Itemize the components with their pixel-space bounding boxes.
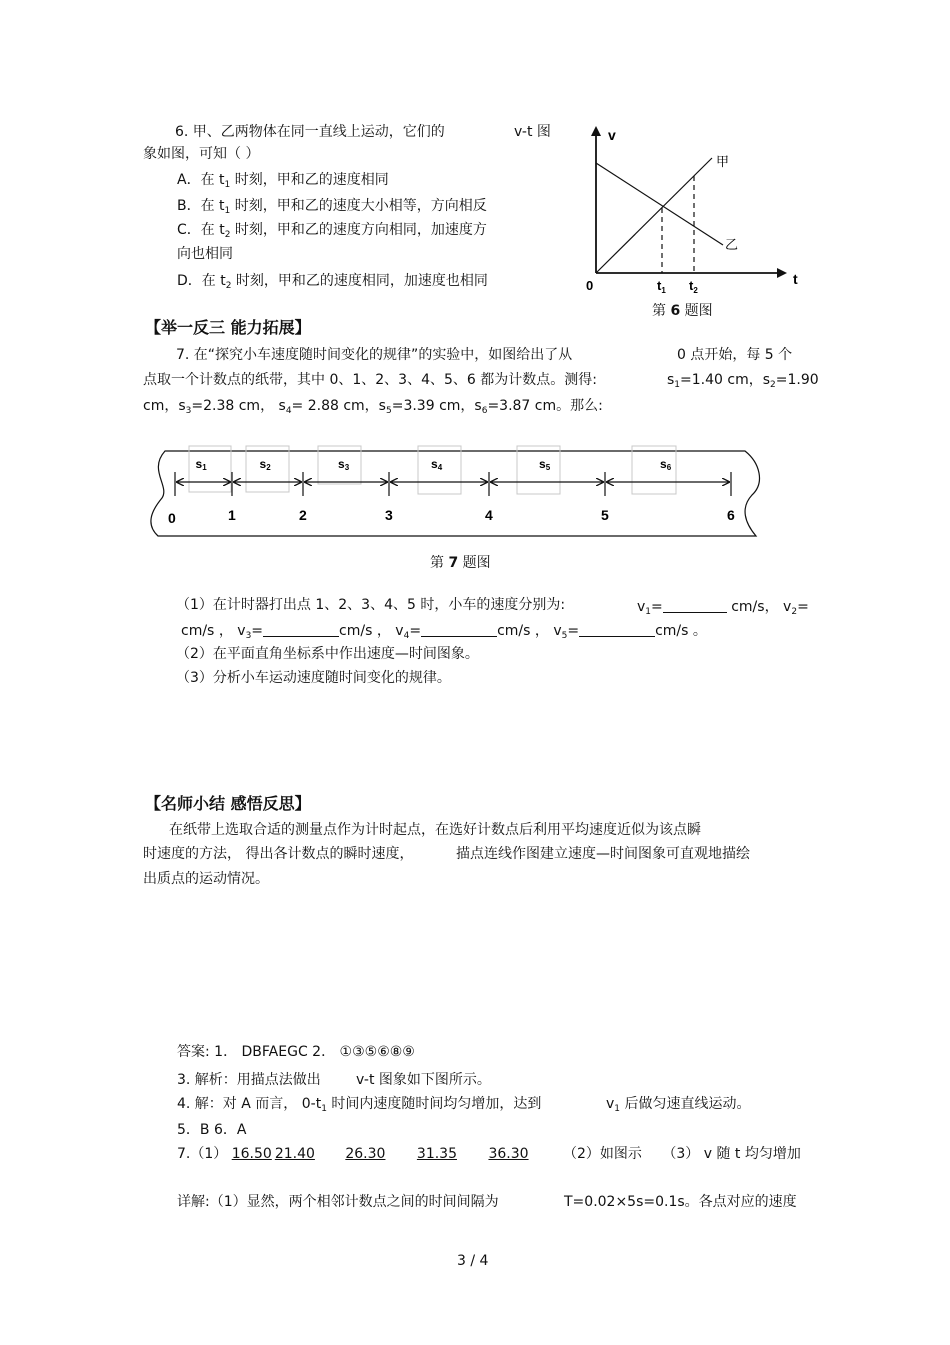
q6-option-b: B．在 $t_1$ 时刻，甲和乙的速度大小相等，方向相反 — [177, 198, 487, 216]
answer-v1: 16.50 — [231, 1146, 272, 1162]
yi-label: 乙 — [725, 237, 739, 252]
q7-v1-field: $v_1= cm/s$， $v_2=$ — [637, 599, 809, 617]
answer-v3: 26.30 — [345, 1146, 386, 1162]
answer-7: 7.（1） 16.50 21.40 26.30 31.35 36.30 （2）如图示 （3） v 随 t 均匀增加 — [177, 1146, 801, 1162]
q7-stem-line1: 7. 在“探究小车速度随时间变化的规律”的实验中，如图给出了从 — [176, 347, 573, 363]
page-number: 3 / 4 — [457, 1253, 489, 1269]
segment-label-s3: s3 — [338, 457, 350, 472]
v5-blank[interactable] — [579, 622, 655, 637]
point-label-3: 3 — [385, 507, 393, 523]
q7-sub3: （3）分析小车运动速度随时间变化的规律。 — [176, 670, 451, 686]
point-label-4: 4 — [485, 507, 493, 523]
point-label-6: 6 — [727, 507, 735, 523]
vt-graph — [575, 118, 810, 300]
answer-v5: 36.30 — [488, 1146, 529, 1162]
q7-measure-s1-s2: $s_1=1.40$ cm，$s_2=1.90$ — [667, 372, 819, 390]
v4-blank[interactable] — [421, 622, 497, 637]
summary-line3: 出质点的运动情况。 — [143, 871, 269, 887]
q6-figure-caption: 第 6 题图 — [652, 303, 713, 319]
q7-sub1-line1: （1）在计时器打出点 1、2、3、4、5 时，小车的速度分别为: — [176, 597, 566, 613]
answer-4-cont: $v_1$ 后做匀速直线运动。 — [606, 1096, 751, 1114]
q7-figure-caption: 第 7 题图 — [430, 555, 491, 571]
q6-option-c: C．在 $t_2$ 时刻，甲和乙的速度方向相同，加速度方 — [177, 222, 487, 240]
answer-4: 4. 解：对 A 而言， $0-t_1$ 时间内速度随时间均匀增加，达到 — [177, 1096, 542, 1114]
segment-label-s5: s5 — [539, 457, 551, 472]
q7-stem-line2: 点取一个计数点的纸带，其中 0、1、2、3、4、5、6 都为计数点。测得: — [143, 372, 597, 388]
section-title-extension: 【举一反三 能力拓展】 — [145, 318, 311, 337]
t-axis-label: t — [793, 271, 798, 287]
q7-sub2: （2）在平面直角坐标系中作出速度—时间图象。 — [176, 646, 479, 662]
t1-label: $t_1$ — [657, 278, 666, 295]
answer-5-6: 5．B 6．A — [177, 1122, 247, 1138]
q7-stem-line1-end: 0 点开始，每 5 个 — [677, 347, 793, 363]
segment-label-s2: s2 — [259, 457, 271, 472]
answer-3: 3. 解析：用描点法做出 — [177, 1072, 321, 1088]
answer-3-cont: v-t 图象如下图所示。 — [356, 1072, 491, 1088]
q6-stem-line1: 6. 甲、乙两物体在同一直线上运动，它们的 — [175, 124, 445, 140]
point-label-2: 2 — [299, 507, 307, 523]
answer-1-2: 答案: 1． DBFAEGC 2． ①③⑤⑥⑧⑨ — [177, 1044, 415, 1060]
summary-line2b: 描点连线作图建立速度—时间图象可直观地描绘 — [456, 846, 750, 862]
answer-7-detail: 详解:（1）显然，两个相邻计数点之间的时间间隔为 — [177, 1194, 499, 1210]
v1-blank[interactable] — [663, 598, 727, 613]
q7-v2-v5-fields: cm/s ， $v_3= cm/s$ ， $v_4= cm/s$ ， $v_5= cm/s$ 。 — [181, 623, 707, 641]
paper-tape-figure — [140, 438, 780, 543]
origin-label: 0 — [586, 278, 594, 293]
answer-7-detail-cont: T=0.02×5s=0.1s。各点对应的速度 — [564, 1194, 797, 1210]
q7-measure-s3-s6: cm，$s_3=2.38$ cm， $s_4= 2.88$ cm，$s_5=3.39$ cm，$s_6=3.87$ cm。那么: — [143, 398, 603, 416]
q6-stem-vt: v-t 图 — [514, 124, 551, 140]
v3-blank[interactable] — [263, 622, 339, 637]
segment-label-s4: s4 — [431, 457, 443, 472]
segment-label-s6: s6 — [660, 457, 672, 472]
jia-label: 甲 — [716, 154, 730, 169]
t2-label: $t_2$ — [689, 278, 698, 295]
yi-line — [596, 163, 723, 245]
q6-stem-line2: 象如图，可知（ ） — [143, 146, 260, 162]
point-label-0: 0 — [168, 510, 176, 526]
segment-label-s1: s1 — [195, 457, 207, 472]
q6-option-a: A．在 $t_1$ 时刻，甲和乙的速度相同 — [177, 172, 389, 190]
q6-option-d: D．在 $t_2$ 时刻，甲和乙的速度相同，加速度也相同 — [177, 273, 488, 291]
answer-v4: 31.35 — [416, 1146, 457, 1162]
answer-v2: 21.40 — [274, 1146, 315, 1162]
q6-option-c-cont: 向也相同 — [177, 246, 233, 262]
section-title-summary: 【名师小结 感悟反思】 — [145, 794, 311, 813]
summary-line1: 在纸带上选取合适的测量点作为计时起点，在选好计数点后利用平均速度近似为该点瞬 — [169, 822, 701, 838]
v-axis-label: v — [608, 127, 616, 143]
summary-line2a: 时速度的方法， 得出各计数点的瞬时速度， — [143, 846, 414, 862]
point-label-1: 1 — [228, 507, 236, 523]
point-label-5: 5 — [601, 507, 609, 523]
